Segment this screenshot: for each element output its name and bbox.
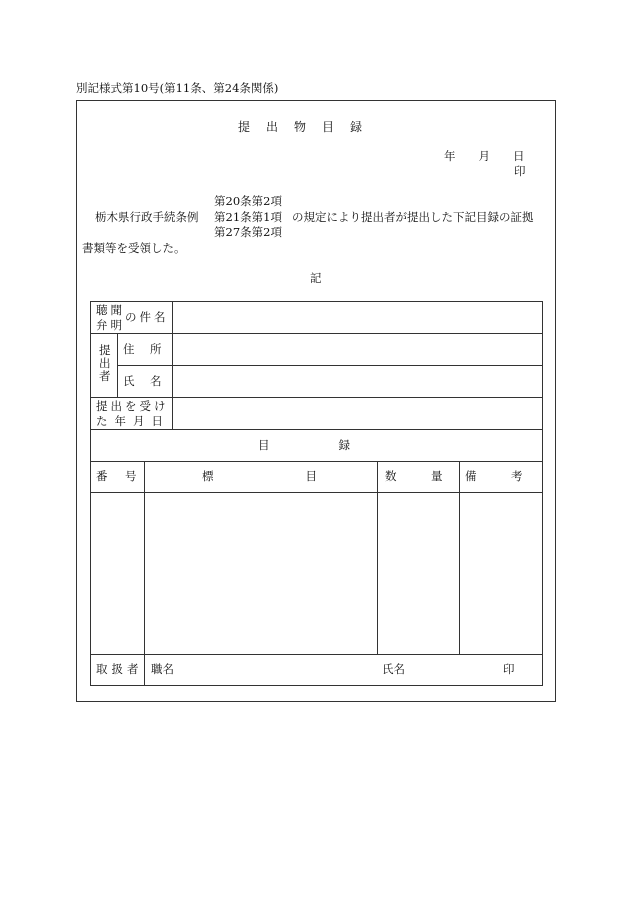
body-text-line1: の規定により提出者が提出した下記目録の証拠 xyxy=(292,210,534,224)
rule-case xyxy=(91,333,542,334)
handler-label: 取扱者 xyxy=(96,662,143,676)
rule-number-col xyxy=(144,461,145,686)
col-quantity-header: 数 量 xyxy=(385,469,443,483)
list-header: 目 録 xyxy=(258,438,350,452)
body-text-line2: 書類等を受領した。 xyxy=(82,241,186,255)
case-label-suffix: の件名 xyxy=(125,310,169,324)
submitter-label: 提出者 xyxy=(99,343,111,383)
article-2: 第21条第1項 xyxy=(214,210,282,224)
date-line: 年 月 日 xyxy=(444,149,525,163)
rule-list-header xyxy=(91,461,542,462)
article-3: 第27条第2項 xyxy=(214,225,282,239)
date-seal: 印 xyxy=(514,164,526,178)
case-label-hearing: 聴聞 xyxy=(96,303,125,317)
col-remarks-header: 備 考 xyxy=(465,469,523,483)
rule-remarks-col xyxy=(459,461,460,654)
ki-mark: 記 xyxy=(310,271,322,285)
article-1: 第20条第2項 xyxy=(214,194,282,208)
rule-submitter-col xyxy=(117,333,118,397)
submission-table xyxy=(90,301,543,686)
rule-columns xyxy=(91,492,542,493)
address-label: 住 所 xyxy=(123,342,164,356)
position-label: 職名 xyxy=(151,662,174,676)
ordinance-name: 栃木県行政手続条例 xyxy=(95,210,199,224)
col-item-header: 標 目 xyxy=(202,469,317,483)
rule-submitter xyxy=(91,397,542,398)
rule-label-col xyxy=(172,302,173,429)
form-number: 別記様式第10号(第11条、第24条関係) xyxy=(76,81,279,95)
rule-quantity-col xyxy=(377,461,378,654)
received-date-label-line2: た年月日 xyxy=(96,414,170,428)
received-date-label-line1: 提出を受け xyxy=(96,399,169,413)
rule-address xyxy=(117,365,542,366)
col-number-header: 番 号 xyxy=(96,469,140,483)
handler-seal: 印 xyxy=(503,662,515,676)
name-label: 氏 名 xyxy=(123,374,164,388)
rule-handler xyxy=(91,654,542,655)
handler-name-label: 氏名 xyxy=(382,662,405,676)
form-title: 提 出 物 目 録 xyxy=(238,120,365,134)
case-label-explanation: 弁明 xyxy=(96,318,125,332)
rule-date xyxy=(91,429,542,430)
